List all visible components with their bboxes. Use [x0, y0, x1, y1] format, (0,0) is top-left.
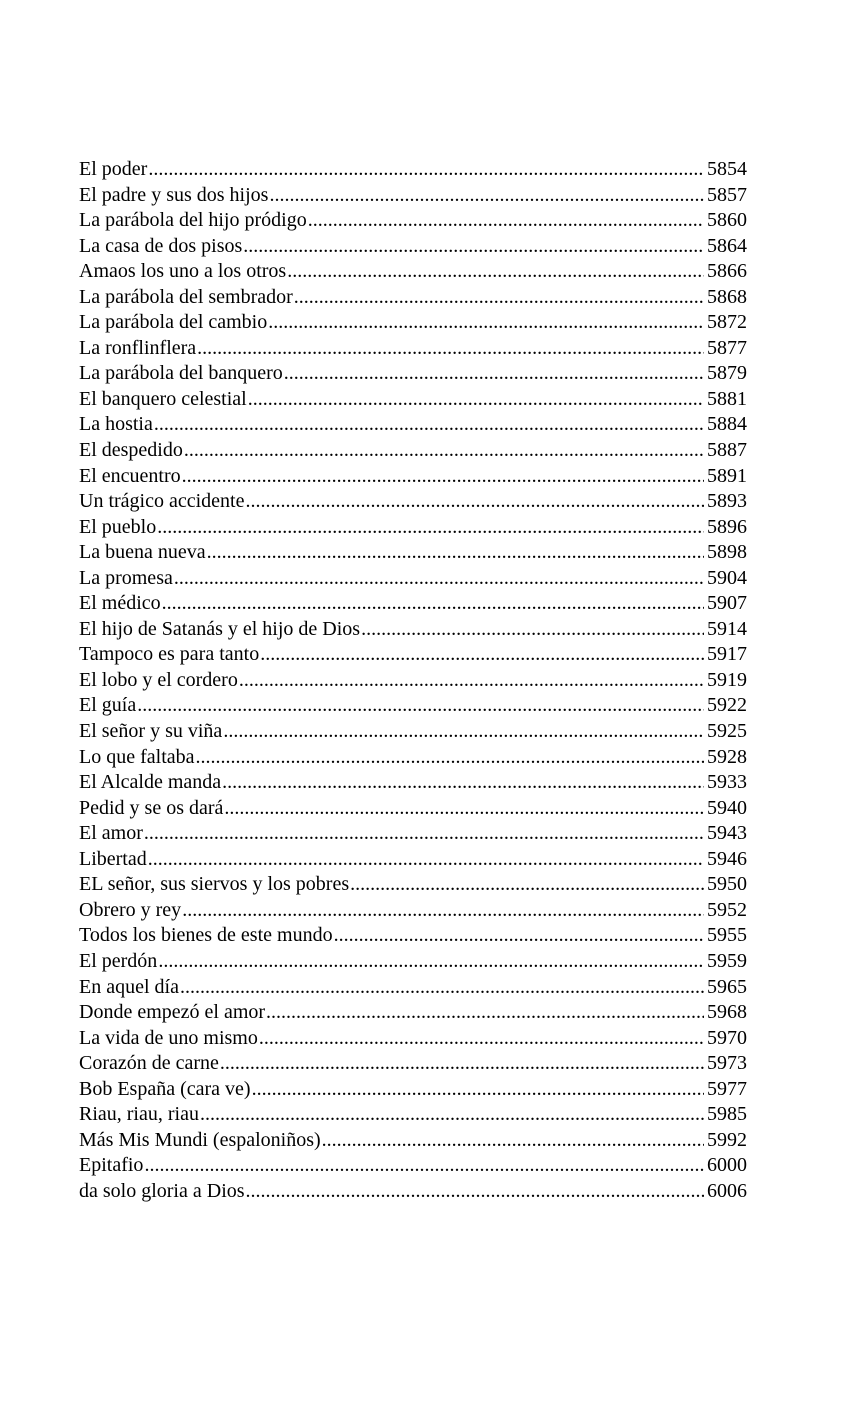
toc-entry [79, 693, 747, 719]
toc-entry-page-number: 5893 [707, 490, 747, 513]
toc-leader-dots [144, 821, 704, 847]
toc-leader-dots [182, 464, 704, 490]
toc-leader-dots [266, 1000, 704, 1026]
toc-entry-page-number: 5877 [707, 336, 747, 359]
toc-entry [79, 361, 747, 387]
toc-entry-page-number: 5940 [707, 796, 747, 819]
toc-entry-title: La ronflinflera [79, 336, 197, 359]
toc-leader-dots [239, 668, 704, 694]
toc-entry-page-number: 6000 [707, 1154, 747, 1177]
toc-entry-page-number: 5965 [707, 975, 747, 998]
toc-entry [79, 770, 747, 796]
toc-entry-page-number: 5864 [707, 234, 747, 257]
toc-leader-dots [224, 796, 704, 822]
toc-entry-page-number: 5933 [707, 771, 747, 794]
toc-leader-dots [287, 259, 704, 285]
toc-entry-page-number: 5946 [707, 847, 747, 870]
toc-entry [79, 208, 747, 234]
toc-leader-dots [174, 566, 704, 592]
toc-leader-dots [137, 693, 704, 719]
toc-leader-dots [243, 234, 704, 260]
toc-leader-dots [308, 208, 704, 234]
toc-entry [79, 821, 747, 847]
toc-leader-dots [294, 285, 704, 311]
toc-entry-page-number: 5907 [707, 592, 747, 615]
toc-entry-page-number: 5955 [707, 924, 747, 947]
toc-leader-dots [184, 438, 704, 464]
toc-entry [79, 617, 747, 643]
toc-entry [79, 412, 747, 438]
toc-leader-dots [361, 617, 704, 643]
toc-entry-title: El señor y su viña [79, 720, 223, 743]
toc-leader-dots [154, 412, 704, 438]
toc-leader-dots [223, 719, 704, 745]
toc-leader-dots [157, 515, 704, 541]
toc-entry-title: La promesa [79, 566, 173, 589]
toc-entry [79, 183, 747, 209]
toc-entry-page-number: 5919 [707, 668, 747, 691]
toc-entry [79, 796, 747, 822]
toc-entry [79, 1128, 747, 1154]
toc-entry-page-number: 5854 [707, 158, 747, 180]
toc-entry-title: El lobo y el cordero [79, 668, 238, 691]
toc-entry-title: La casa de dos pisos [79, 234, 243, 257]
toc-leader-dots [196, 745, 705, 771]
toc-leader-dots [162, 591, 704, 617]
toc-entry-title: Corazón de carne [79, 1052, 219, 1075]
toc-entry-title: Lo que faltaba [79, 745, 195, 768]
toc-entry-title: Todos los bienes de este mundo [79, 924, 333, 947]
toc-entry [79, 259, 747, 285]
toc-entry-page-number: 6006 [707, 1179, 747, 1202]
toc-entry [79, 285, 747, 311]
toc-entry-page-number: 5891 [707, 464, 747, 487]
toc-leader-dots [148, 847, 704, 873]
toc-leader-dots [248, 387, 704, 413]
toc-entry-page-number: 5977 [707, 1077, 747, 1100]
toc-leader-dots [334, 923, 704, 949]
toc-entry [79, 668, 747, 694]
toc-entry-page-number: 5968 [707, 1001, 747, 1024]
toc-entry-title: El encuentro [79, 464, 181, 487]
toc-entry-title: El médico [79, 592, 161, 615]
toc-entry [79, 1179, 747, 1205]
toc-entry-page-number: 5914 [707, 617, 747, 640]
toc-entry-title: El Alcalde manda [79, 771, 222, 794]
toc-entry [79, 949, 747, 975]
toc-entry-title: EL señor, sus siervos y los pobres [79, 873, 350, 896]
toc-entry-title: El banquero celestial [79, 387, 247, 410]
toc-entry-title: En aquel día [79, 975, 179, 998]
toc-entry [79, 923, 747, 949]
toc-entry-title: El pueblo [79, 515, 157, 538]
toc-entry-title: Amaos los uno a los otros [79, 260, 287, 283]
toc-entry [79, 745, 747, 771]
toc-leader-dots [158, 949, 704, 975]
toc-leader-dots [207, 540, 704, 566]
toc-leader-dots [268, 310, 704, 336]
toc-entry-title: La vida de uno mismo [79, 1026, 258, 1049]
toc-entry-page-number: 5904 [707, 566, 747, 589]
toc-leader-dots [144, 1153, 704, 1179]
toc-entry-title: La parábola del cambio [79, 311, 268, 334]
toc-entry-page-number: 5866 [707, 260, 747, 283]
toc-entry-title: Obrero y rey [79, 898, 182, 921]
toc-entry-title: El despedido [79, 439, 183, 462]
toc-entry-title: La parábola del hijo pródigo [79, 209, 307, 232]
toc-entry [79, 310, 747, 336]
toc-entry-title: Tampoco es para tanto [79, 643, 260, 666]
toc-entry-title: El guía [79, 694, 137, 717]
toc-entry [79, 1051, 747, 1077]
toc-entry-title: Bob España (cara ve) [79, 1077, 251, 1100]
toc-entry-page-number: 5887 [707, 439, 747, 462]
toc-entry [79, 1000, 747, 1026]
toc-entry-title: El perdón [79, 949, 158, 972]
toc-entry-page-number: 5950 [707, 873, 747, 896]
toc-entry-title: Más Mis Mundi (espaloniños) [79, 1128, 321, 1151]
toc-entry-page-number: 5970 [707, 1026, 747, 1049]
toc-entry-title: Donde empezó el amor [79, 1001, 266, 1024]
toc-entry-page-number: 5872 [707, 311, 747, 334]
toc-leader-dots [182, 898, 704, 924]
toc-entry [79, 566, 747, 592]
toc-leader-dots [197, 336, 704, 362]
toc-leader-dots [220, 1051, 704, 1077]
toc-entry-title: La buena nueva [79, 541, 206, 564]
toc-leader-dots [245, 489, 704, 515]
toc-entry [79, 464, 747, 490]
toc-entry-title: El poder [79, 158, 148, 180]
toc-entry [79, 847, 747, 873]
toc-leader-dots [252, 1077, 704, 1103]
toc-entry-page-number: 5881 [707, 387, 747, 410]
toc-entry-title: El amor [79, 822, 143, 845]
toc-leader-dots [180, 975, 704, 1001]
toc-entry-page-number: 5868 [707, 285, 747, 308]
toc-leader-dots [148, 157, 704, 183]
toc-entry-page-number: 5896 [707, 515, 747, 538]
toc-leader-dots [260, 642, 704, 668]
toc-entry-page-number: 5925 [707, 720, 747, 743]
toc-entry-title: da solo gloria a Dios [79, 1179, 245, 1202]
toc-entry-title: El padre y sus dos hijos [79, 183, 269, 206]
toc-entry-title: La parábola del sembrador [79, 285, 293, 308]
toc-entry-title: Libertad [79, 847, 147, 870]
toc-leader-dots [350, 872, 704, 898]
toc-entry-title: Un trágico accidente [79, 490, 245, 513]
toc-entry [79, 234, 747, 260]
toc-entry-title: Epitafio [79, 1154, 144, 1177]
table-of-contents [79, 157, 747, 1204]
toc-leader-dots [222, 770, 704, 796]
toc-leader-dots [200, 1102, 704, 1128]
toc-entry-page-number: 5922 [707, 694, 747, 717]
toc-leader-dots [246, 1179, 704, 1205]
toc-entry [79, 387, 747, 413]
toc-entry [79, 336, 747, 362]
toc-entry-title: Riau, riau, riau [79, 1103, 199, 1126]
toc-entry [79, 1153, 747, 1179]
toc-entry-page-number: 5857 [707, 183, 747, 206]
toc-entry-title: Pedid y se os dará [79, 796, 224, 819]
toc-leader-dots [322, 1128, 704, 1154]
toc-entry-page-number: 5884 [707, 413, 747, 436]
toc-entry-page-number: 5928 [707, 745, 747, 768]
toc-entry [79, 1026, 747, 1052]
toc-leader-dots [269, 183, 704, 209]
toc-entry [79, 642, 747, 668]
toc-entry [79, 975, 747, 1001]
toc-leader-dots [259, 1026, 704, 1052]
toc-entry-title: El hijo de Satanás y el hijo de Dios [79, 617, 361, 640]
toc-entry [79, 157, 747, 183]
toc-entry-title: La hostia [79, 413, 153, 436]
toc-entry-page-number: 5879 [707, 362, 747, 385]
toc-entry [79, 489, 747, 515]
toc-entry-page-number: 5898 [707, 541, 747, 564]
toc-entry-title: La parábola del banquero [79, 362, 283, 385]
toc-entry [79, 540, 747, 566]
toc-entry-page-number: 5917 [707, 643, 747, 666]
toc-entry-page-number: 5952 [707, 898, 747, 921]
toc-entry-page-number: 5959 [707, 949, 747, 972]
toc-leader-dots [284, 361, 704, 387]
toc-entry [79, 515, 747, 541]
toc-entry-page-number: 5992 [707, 1128, 747, 1151]
toc-entry [79, 1077, 747, 1103]
toc-entry [79, 591, 747, 617]
toc-entry [79, 1102, 747, 1128]
toc-entry-page-number: 5860 [707, 209, 747, 232]
toc-entry [79, 438, 747, 464]
toc-entry-page-number: 5973 [707, 1052, 747, 1075]
toc-entry-page-number: 5943 [707, 822, 747, 845]
toc-entry [79, 872, 747, 898]
toc-entry [79, 719, 747, 745]
toc-entry [79, 898, 747, 924]
toc-entry-page-number: 5985 [707, 1103, 747, 1126]
